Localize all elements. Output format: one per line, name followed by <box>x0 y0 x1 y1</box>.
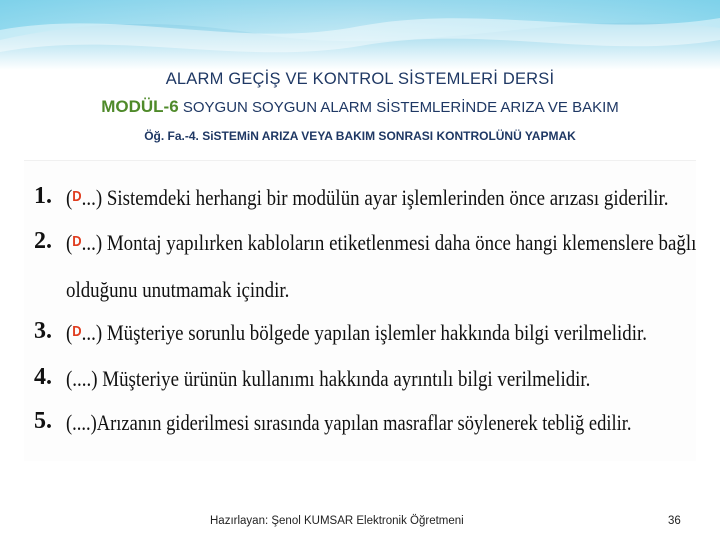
question-number: 5. <box>34 408 52 434</box>
module-code: MODÜL-6 <box>101 97 179 116</box>
question-continuation: olduğunu unutmamak içindir. <box>66 277 290 302</box>
page-number: 36 <box>668 515 681 527</box>
question-text: Müşteriye ürünün kullanımı hakkında ayrıntılı bilgi verilmelidir. <box>102 366 591 391</box>
question-item <box>66 320 647 346</box>
paren-close: ....) <box>72 410 97 435</box>
course-title: ALARM GEÇİŞ VE KONTROL SİSTEMLERİ DERSİ <box>165 70 555 88</box>
paren-open: ( <box>66 320 73 345</box>
question-number: 1. <box>34 183 52 209</box>
question-number: 4. <box>34 364 52 390</box>
header-banner <box>0 0 720 70</box>
module-heading <box>0 97 720 117</box>
banner-graphic <box>0 0 720 70</box>
paren-close: ...) <box>81 230 107 255</box>
module-title: SOYGUN SOYGUN ALARM SİSTEMLERİNDE ARIZA VE BAKIM <box>182 99 619 116</box>
answer-mark: D <box>72 188 82 205</box>
question-number: 3. <box>34 318 52 344</box>
question-item <box>66 410 632 436</box>
paren-open: ( <box>66 366 73 391</box>
footer-author: Hazırlayan: Şenol KUMSAR Elektronik Öğretmeni <box>210 515 464 527</box>
question-item <box>66 230 696 256</box>
question-item <box>66 185 669 211</box>
question-text: Müşteriye sorunlu bölgede yapılan işlemler hakkında bilgi verilmelidir. <box>106 320 648 345</box>
paren-close: ...) <box>81 320 107 345</box>
paren-open: ( <box>66 230 73 255</box>
paren-open: ( <box>66 410 73 435</box>
answer-mark: D <box>72 323 82 340</box>
answer-mark: D <box>72 233 82 250</box>
question-text: Montaj yapılırken kabloların etiketlenmesi daha önce hangi klemenslere bağlı <box>106 230 697 255</box>
question-text: Arızanın giderilmesi sırasında yapılan masraflar söylenerek tebliğ edilir. <box>96 410 632 435</box>
paren-close: ....) <box>72 366 103 391</box>
learning-activity-title: Öğ. Fa.-4. SiSTEMiN ARIZA VEYA BAKIM SONRASI KONTROLÜNÜ YAPMAK <box>144 129 576 143</box>
question-text: Sistemdeki herhangi bir modülün ayar işlemlerinden önce arızası giderilir. <box>106 185 669 210</box>
question-item <box>66 366 590 392</box>
question-number: 2. <box>34 228 52 254</box>
paren-close: ...) <box>81 185 107 210</box>
paren-open: ( <box>66 185 73 210</box>
